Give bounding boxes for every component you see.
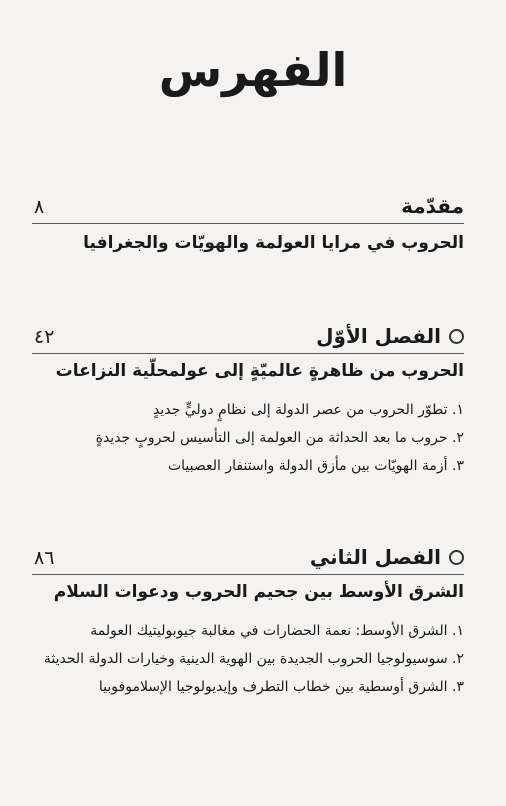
list-item[interactable]: ٣. أزمة الهويّات بين مأزق الدولة واستنفار العصبيات — [167, 458, 464, 474]
chapter-items-list — [30, 621, 464, 705]
list-item[interactable]: ١. تطوّر الحروب من عصر الدولة إلى نظامٍ دوليٍّ جديدٍ — [153, 402, 464, 418]
list-item[interactable]: ١. الشرق الأوسط: نعمة الحضارات في مغالبة جيوبوليتيك العولمة — [90, 623, 464, 639]
page-number: ٨ — [34, 196, 45, 218]
page-number: ٤٢ — [34, 326, 55, 348]
divider — [32, 353, 464, 354]
section-heading[interactable] — [310, 543, 464, 571]
page-number: ٨٦ — [34, 547, 55, 569]
circle-bullet-icon — [449, 329, 464, 344]
list-item[interactable]: ٣. الشرق أوسطية بين خطاب التطرف وإيديولوجيا الإسلاموفوبيا — [98, 679, 464, 695]
section-subtitle: الحروب من ظاهرةٍ عالميّةٍ إلى عولمحلّية النزاعات — [55, 361, 464, 381]
section-subtitle: الحروب في مرايا العولمة والهويّات والجغرافيا — [83, 233, 464, 253]
page-title: الفهرس — [158, 43, 348, 97]
divider — [32, 574, 464, 575]
section-heading[interactable] — [401, 192, 464, 220]
list-item[interactable]: ٢. سوسيولوجيا الحروب الجديدة بين الهوية الدينية وخيارات الدولة الحديثة — [43, 651, 464, 667]
section-subtitle: الشرق الأوسط بين جحيم الحروب ودعوات السلام — [53, 582, 464, 602]
section-heading-label: مقدّمة — [401, 194, 464, 218]
section-heading-label: الفصل الثاني — [309, 545, 441, 569]
list-item[interactable]: ٢. حروب ما بعد الحداثة من العولمة إلى التأسيس لحروبٍ جديدةٍ — [95, 430, 464, 446]
section-heading[interactable] — [316, 322, 464, 350]
divider — [32, 223, 464, 224]
circle-bullet-icon — [449, 550, 464, 565]
section-heading-label: الفصل الأوّل — [316, 324, 441, 348]
chapter-items-list — [30, 400, 464, 484]
